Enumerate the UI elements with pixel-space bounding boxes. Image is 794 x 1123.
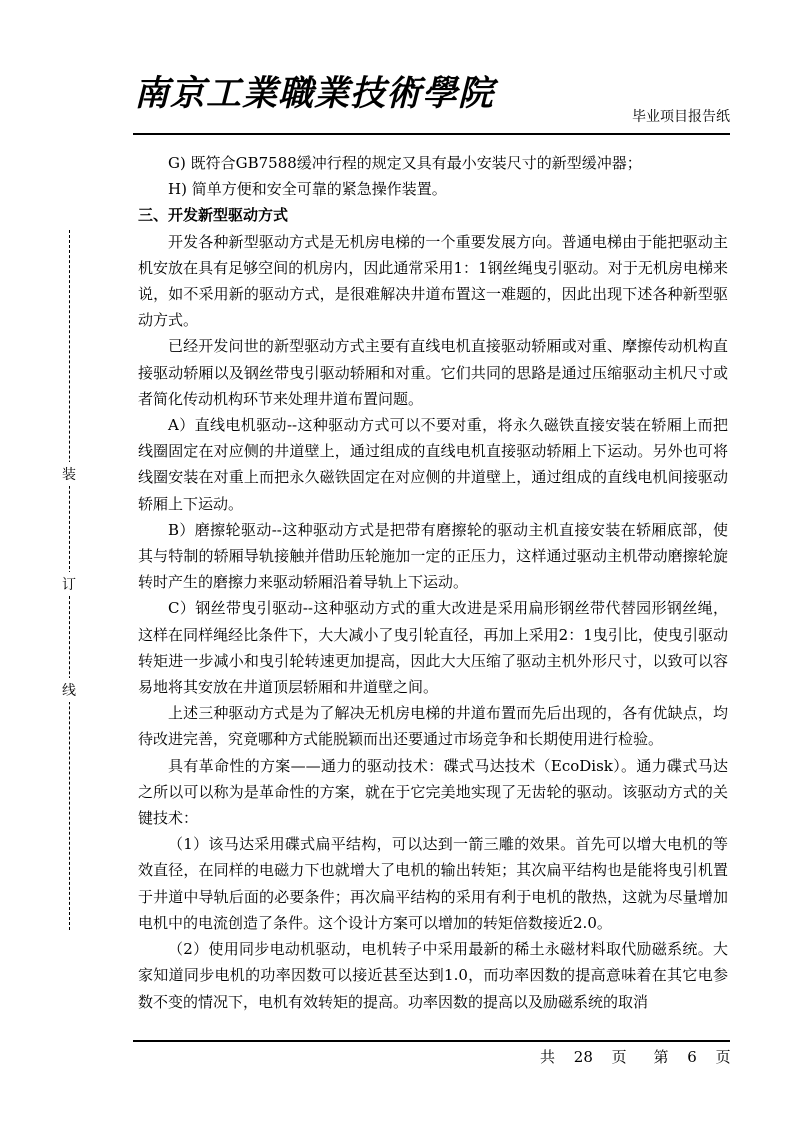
list-item-h: H) 简单方便和安全可靠的紧急操作装置。 — [168, 180, 447, 199]
footer-page-unit: 页 — [715, 1048, 731, 1066]
paragraph: 已经开发问世的新型驱动方式主要有直线电机直接驱动轿厢或对重、摩擦传动机构直接驱动轿厢以及钢丝带曳引驱动轿厢和对重。它们共同的思路是通过压缩驱动主机尺寸或者简化传动机构环节来处理井道布置问题。 — [138, 337, 728, 408]
binding-char-zhuang: 装 — [62, 462, 76, 486]
document-body — [138, 150, 728, 1015]
footer-total-label: 共 — [540, 1048, 556, 1066]
page-footer — [540, 1046, 739, 1067]
footer-total-pages: 28 — [573, 1048, 593, 1066]
paragraph: （1）该马达采用碟式扁平结构，可以达到一箭三雕的效果。首先可以增大电机的等效直径，在同样的电磁力下也就增大了电机的输出转矩；其次扁平结构也是能将曳引机置于井道中导轨后面的必要条件；再次扁平结构的采用有利于电机的散热，这就为尽量增加电机中的电流创造了条件。这个设计方案可以增加的转矩倍数接近2.0。 — [138, 835, 728, 932]
header-rule — [133, 133, 730, 135]
list-item-g: G) 既符合GB7588缓冲行程的规定又具有最小安装尺寸的新型缓冲器； — [168, 154, 642, 172]
paragraph: A）直线电机驱动--这种驱动方式可以不要对重，将永久磁铁直接安装在轿厢上而把线圈固定在对应侧的井道壁上，通过组成的直线电机直接驱动轿厢上下运动。另外也可将线圈安装在对重上而把永久磁铁固定在对应侧的井道壁上，通过组成的直线电机间接驱动轿厢上下运动。 — [138, 416, 728, 513]
section-heading: 三、开发新型驱动方式 — [138, 206, 289, 225]
school-logo-text: 南京工業職業技術學院 — [134, 73, 495, 114]
footer-current-page: 6 — [687, 1048, 697, 1066]
paragraph: C）钢丝带曳引驱动--这种驱动方式的重大改进是采用扁形钢丝带代替园形钢丝绳，这样在同样绳经比条件下，大大减小了曳引轮直径，再加上采用2：1曳引比，使曳引驱动转矩进一步减小和曳引轮转速更加提高，因此大大压缩了驱动主机外形尺寸，以致可以容易地将其安放在井道顶层轿厢和井道壁之间。 — [138, 599, 728, 697]
footer-page-unit: 页 — [611, 1048, 627, 1066]
paragraph: 上述三种驱动方式是为了解决无机房电梯的井道布置而先后出现的，各有优缺点，均待改进完善，究竟哪种方式能脱颖而出还要通过市场竞争和长期使用进行检验。 — [138, 704, 728, 749]
document-type-label: 毕业项目报告纸 — [632, 109, 730, 125]
paragraph: （2）使用同步电动机驱动，电机转子中采用最新的稀土永磁材料取代励磁系统。大家知道同步电机的功率因数可以接近甚至达到1.0，而功率因数的提高意味着在其它电参数不变的情况下，电机有效转矩的提高。功率因数的提高以及励磁系统的取消 — [138, 940, 728, 1011]
paragraph: 具有革命性的方案——通力的驱动技术：碟式马达技术（EcoDisk）。通力碟式马达之所以可以称为是革命性的方案，就在于它完美地实现了无齿轮的驱动。该驱动方式的关键技术： — [138, 756, 728, 828]
footer-rule — [133, 1040, 730, 1042]
paragraph: 开发各种新型驱动方式是无机房电梯的一个重要发展方向。普通电梯由于能把驱动主机安放在具有足够空间的机房内，因此通常采用1：1钢丝绳曳引驱动。对于无机房电梯来说，如不采用新的驱动方式，是很难解决井道布置这一难题的，因此出现下述各种新型驱动方式。 — [138, 232, 728, 330]
paragraph: B）磨擦轮驱动--这种驱动方式是把带有磨擦轮的驱动主机直接安装在轿厢底部，使其与特制的轿厢导轨接触并借助压轮施加一定的正压力，这样通过驱动主机带动磨擦轮旋转时产生的磨擦力来驱动轿厢沿着导轨上下运动。 — [138, 520, 728, 592]
binding-char-ding: 订 — [62, 572, 76, 596]
binding-char-xian: 线 — [62, 678, 76, 702]
footer-current-label: 第 — [653, 1048, 669, 1066]
